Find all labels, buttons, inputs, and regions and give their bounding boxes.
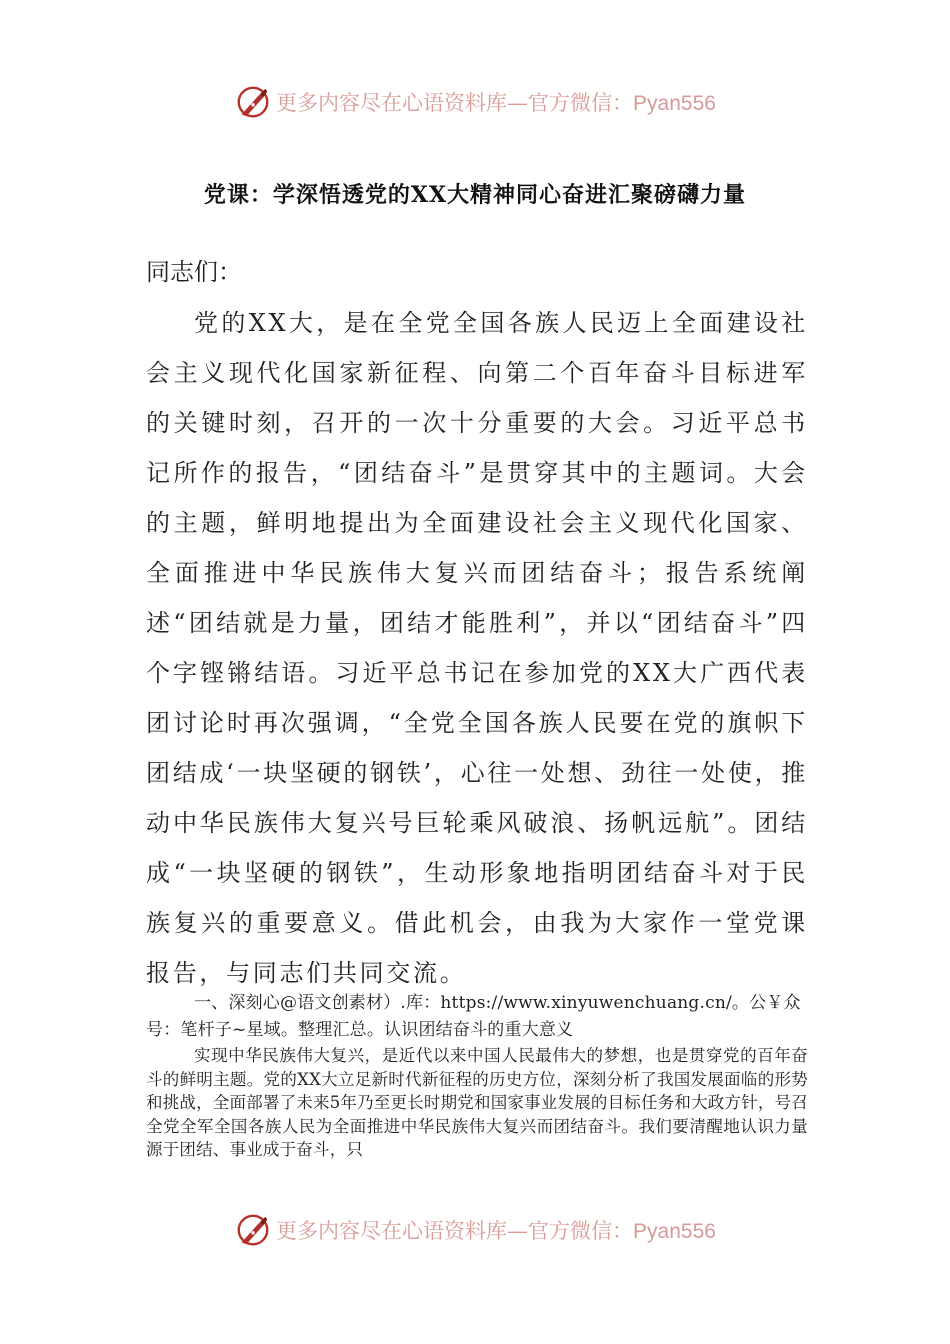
banner-dash: — <box>507 91 529 115</box>
banner-official-label: 官方微信： <box>528 91 634 115</box>
header-banner <box>0 80 950 124</box>
footer-banner <box>0 1208 950 1252</box>
pen-nib-logo-icon <box>234 83 272 121</box>
body-paragraph: 实现中华民族伟大复兴，是近代以来中国人民最伟大的梦想，也是贯穿党的百年奋斗的鲜明主题。党的XX大立足新时代新征程的历史方位，深刻分析了我国发展面临的形势和挑战，全面部署了未来5年乃至更长时期党和国家事业发展的目标任务和大政方针，号召全党全军全国各族人民为全面推进中华民族伟大复兴而团结奋斗。我们要清醒地认识力量源于团结、事业成于奋斗，只 <box>146 1046 808 1159</box>
greeting: 同志们： <box>146 258 242 286</box>
banner-wechat-id: Pyan556 <box>633 1220 716 1243</box>
section-heading: 一、深刻心@语文创素材）.库：https://www.xinyuwenchuang.cn/。公￥众号：笔杆子~星域。整理汇总。认识团结奋斗的重大意义 <box>146 993 801 1040</box>
banner-dash: — <box>507 1219 529 1243</box>
banner-text <box>276 1215 716 1245</box>
banner-text <box>276 87 716 117</box>
intro-paragraph: 党的XX大，是在全党全国各族人民迈上全面建设社会主义现代化国家新征程、向第二个百年奋斗目标进军的关键时刻，召开的一次十分重要的大会。习近平总书记所作的报告，“团结奋斗”是贯穿其中的主题词。大会的主题，鲜明地提出为全面建设社会主义现代化国家、全面推进中华民族伟大复兴而团结奋斗；报告系统阐述“团结就是力量，团结才能胜利”，并以“团结奋斗”四个字铿锵结语。习近平总书记在参加党的XX大广西代表团讨论时再次强调，“全党全国各族人民要在党的旗帜下团结成‘一块坚硬的钢铁’，心往一处想、劲往一处使，推动中华民族伟大复兴号巨轮乘风破浪、扬帆远航”。团结成“一块坚硬的钢铁”，生动形象地指明团结奋斗对于民族复兴的重要意义。借此机会，由我为大家作一堂党课报告，与同志们共同交流。 <box>146 309 808 987</box>
document-title: 党课：学深悟透党的XX大精神同心奋进汇聚磅礴力量 <box>203 182 747 208</box>
banner-official-label: 官方微信： <box>528 1219 634 1243</box>
pen-nib-logo-icon <box>234 1211 272 1249</box>
banner-wechat-id: Pyan556 <box>633 92 716 115</box>
banner-main-text: 更多内容尽在心语资料库 <box>276 1219 508 1243</box>
banner-main-text: 更多内容尽在心语资料库 <box>276 91 508 115</box>
